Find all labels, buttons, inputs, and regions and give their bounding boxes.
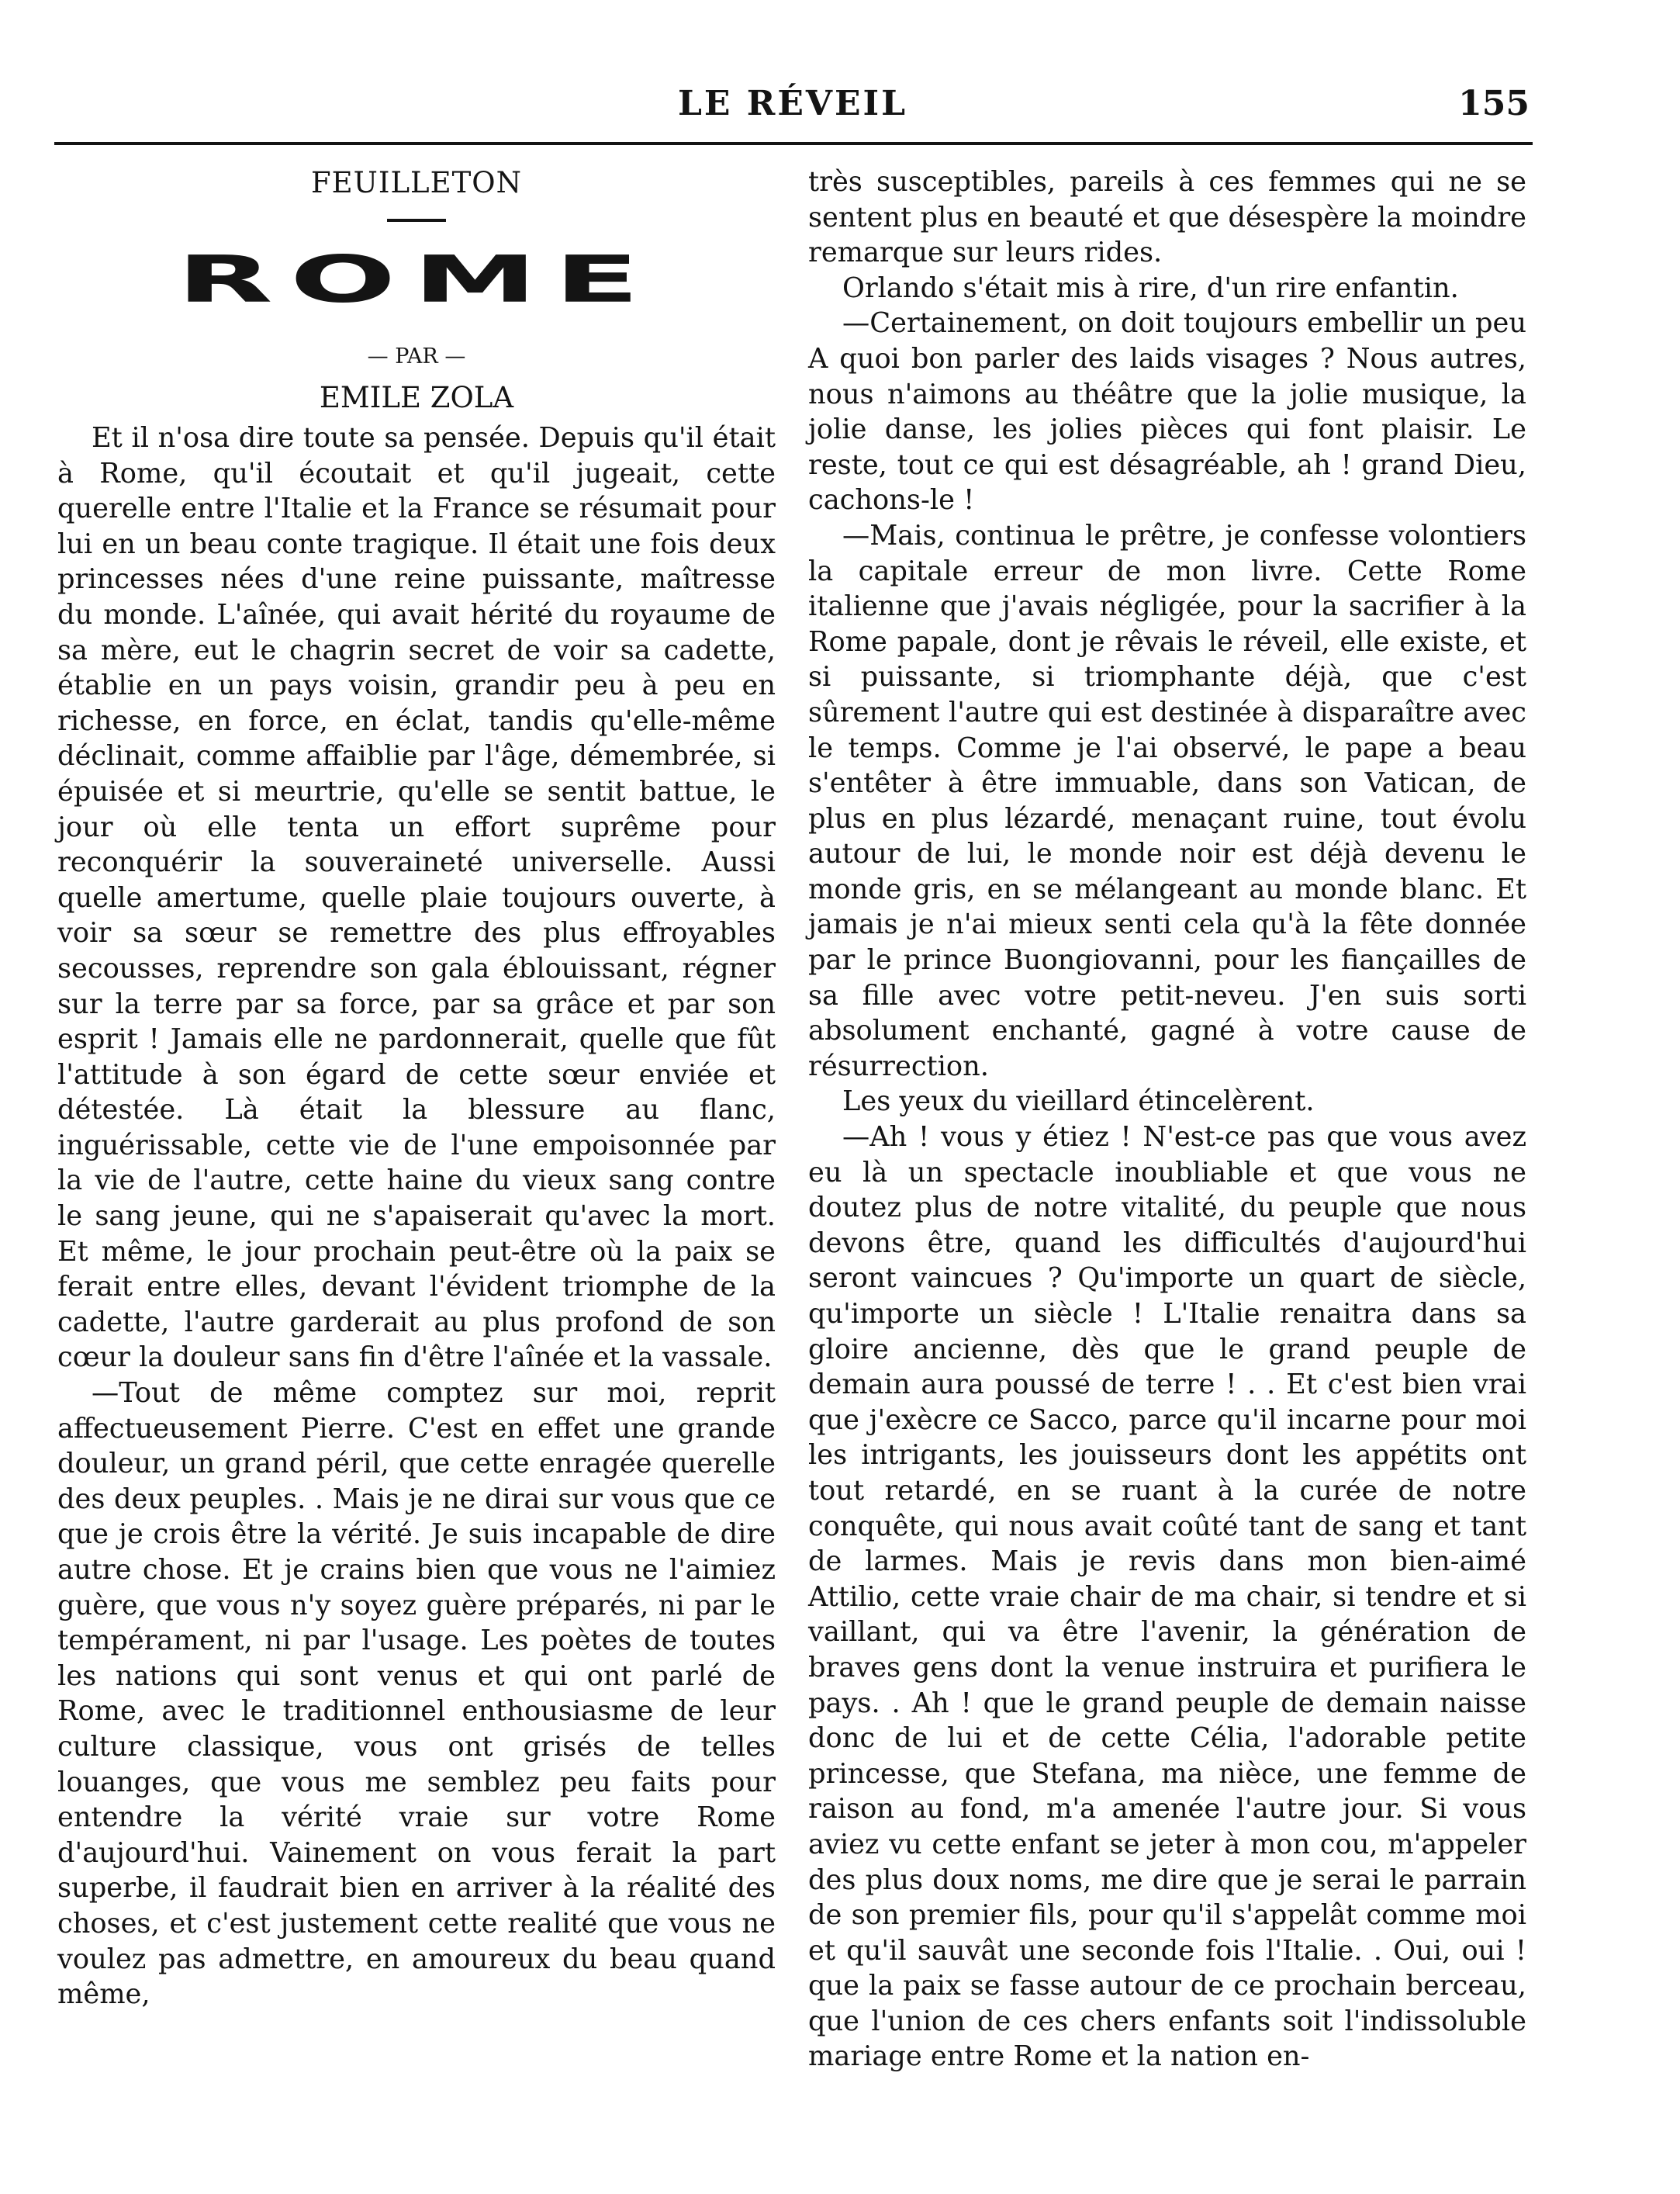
paragraph: —Mais, continua le prêtre, je confesse volontiers la capitale erreur de mon livre. Cette Rome italienne que j'avais négligée, pour la sacrifier à la Rome papale, dont je rêvais le réveil, elle existe, et si puissante, si triomphante déjà, que c'est sûrement l'autre qui est destinée à disparaître avec le temps. Comme je l'ai observé, le pape a beau s'entêter à être immuable, dans son Vatican, de plus en plus lézardé, menaçant ruine, tout évolu autour de lui, le monde noir est déjà devenu le monde gris, en se mélangeant au monde blanc. Et jamais je n'ai mieux senti cela qu'à la fête donnée par le prince Buongiovanni, pour les fiançailles de sa fille avec votre petit-neveu. J'en suis sorti absolument enchanté, gagné à votre cause de résurrection. (808, 519, 1526, 1082)
paragraph: —Certainement, on doit toujours embellir un peu A quoi bon parler des laids visages ? Nous autres, nous n'aimons au théâtre que la jolie musique, la jolie danse, les jolies pièces qui font plaisir. Le reste, tout ce qui est désagréable, ah ! grand Dieu, cachons-le ! (808, 307, 1526, 517)
paragraph: Les yeux du vieillard étincelèrent. (842, 1085, 1315, 1118)
running-head (56, 78, 1530, 132)
left-column (57, 164, 776, 2012)
paragraph: Orlando s'était mis à rire, d'un rire enfantin. (842, 272, 1459, 304)
author-name: EMILE ZOLA (319, 381, 514, 414)
byline: — PAR — (367, 344, 466, 369)
paragraph: —Ah ! vous y étiez ! N'est-ce pas que vous avez eu là un spectacle inoubliable et que vous ne doutez plus de notre vitalité, du peuple que nous devons être, quand les difficultés d'aujourd'hui seront vaincues ? Qu'importe un quart de siècle, qu'importe un siècle ! L'Italie renaitra dans sa gloire ancienne, dès que le grand peuple de demain aura poussé de terre ! . . Et c'est bien vrai que j'exècre ce Sacco, parce qu'il incarne pour moi les intrigants, les jouisseurs dont les appétits ont tout retardé, en se ruant à la curée de notre conquête, qui nous avait coûté tant de sang et tant de larmes. Mais je revis dans mon bien-aimé Attilio, cette vraie chair de ma chair, si tendre et si vaillant, qui va être l'avenir, la génération de braves gens dont la venue instruira et purifiera le pays. . Ah ! que le grand peuple de demain naisse donc de lui et de cette Célia, l'adorable petite princesse, que Stefana, ma nièce, une femme de raison au fond, m'a amenée l'autre jour. Si vous aviez vu cette enfant se jeter à mon cou, m'appeler des plus doux noms, me dire que je serai le parrain de son premier fils, pour qu'il s'appelât comme moi et qu'il sauvât une seconde fois l'Italie. . Oui, oui ! que la paix se fasse autour de ce prochain berceau, que l'union de ces chers enfants soit l'indissoluble mariage entre Rome et la nation en- (808, 1121, 1526, 2073)
section-divider (387, 219, 446, 222)
page-number: 155 (1458, 84, 1530, 123)
section-heading: FEUILLETON (310, 166, 523, 199)
article-title: ROME (176, 241, 657, 317)
right-column (808, 164, 1526, 2075)
journal-title: LE RÉVEIL (677, 84, 908, 123)
paragraph: —Tout de même comptez sur moi, reprit affectueusement Pierre. C'est en effet une grande douleur, un grand péril, que cette enragée querelle des deux peuples. . Mais je ne dirai sur vous que ce que je crois être la vérité. Je suis incapable de dire autre chose. Et je crains bien que vous ne l'aimiez guère, que vous n'y soyez guère préparés, ni par le tempérament, ni par l'usage. Les poètes de toutes les nations qui sont venus et qui ont parlé de Rome, avec le traditionnel enthousiasme de leur culture classique, vous ont grisés de telles louanges, que vous me semblez peu faits pour entendre la vérité vraie sur votre Rome d'aujourd'hui. Vainement on vous ferait la part superbe, il faudrait bien en arriver à la réalité des choses, et c'est justement cette realité que vous ne voulez pas admettre, en amoureux du beau quand même, (57, 1377, 776, 2011)
paragraph: Et il n'osa dire toute sa pensée. Depuis qu'il était à Rome, qu'il écoutait et qu'il jugeait, cette querelle entre l'Italie et la France se résumait pour lui en un beau conte tragique. Il était une fois deux princesses nées d'une reine puissante, maîtresse du monde. L'aînée, qui avait hérité du royaume de sa mère, eut le chagrin secret de voir sa cadette, établie en un pays voisin, grandir peu à peu en richesse, en force, en éclat, tandis qu'elle-même déclinait, comme affaiblie par l'âge, démembrée, si épuisée et si meurtrie, qu'elle se sentit battue, le jour où elle tenta un effort suprême pour reconquérir la souveraineté universelle. Aussi quelle amertume, quelle plaie toujours ouverte, à voir sa sœur se remettre des plus effroyables secousses, reprendre son gala éblouissant, régner sur la terre par sa force, par sa grâce et par son esprit ! Jamais elle ne pardonnerait, quelle que fût l'attitude à son égard de cette sœur enviée et détestée. Là était la blessure au flanc, inguérissable, cette vie de l'une empoisonnée par la vie de l'autre, cette haine du vieux sang contre le sang jeune, qui ne s'apaiserait qu'avec la mort. Et même, le jour prochain peut-être où la paix se ferait entre elles, devant l'évident triomphe de la cadette, l'autre garderait au plus profond de son cœur la douleur sans fin d'être l'aînée et la vassale. (57, 422, 776, 1374)
header-rule (54, 142, 1533, 145)
paragraph: très susceptibles, pareils à ces femmes qui ne se sentent plus en beauté et que désespère la moindre remarque sur leurs rides. (808, 166, 1526, 269)
